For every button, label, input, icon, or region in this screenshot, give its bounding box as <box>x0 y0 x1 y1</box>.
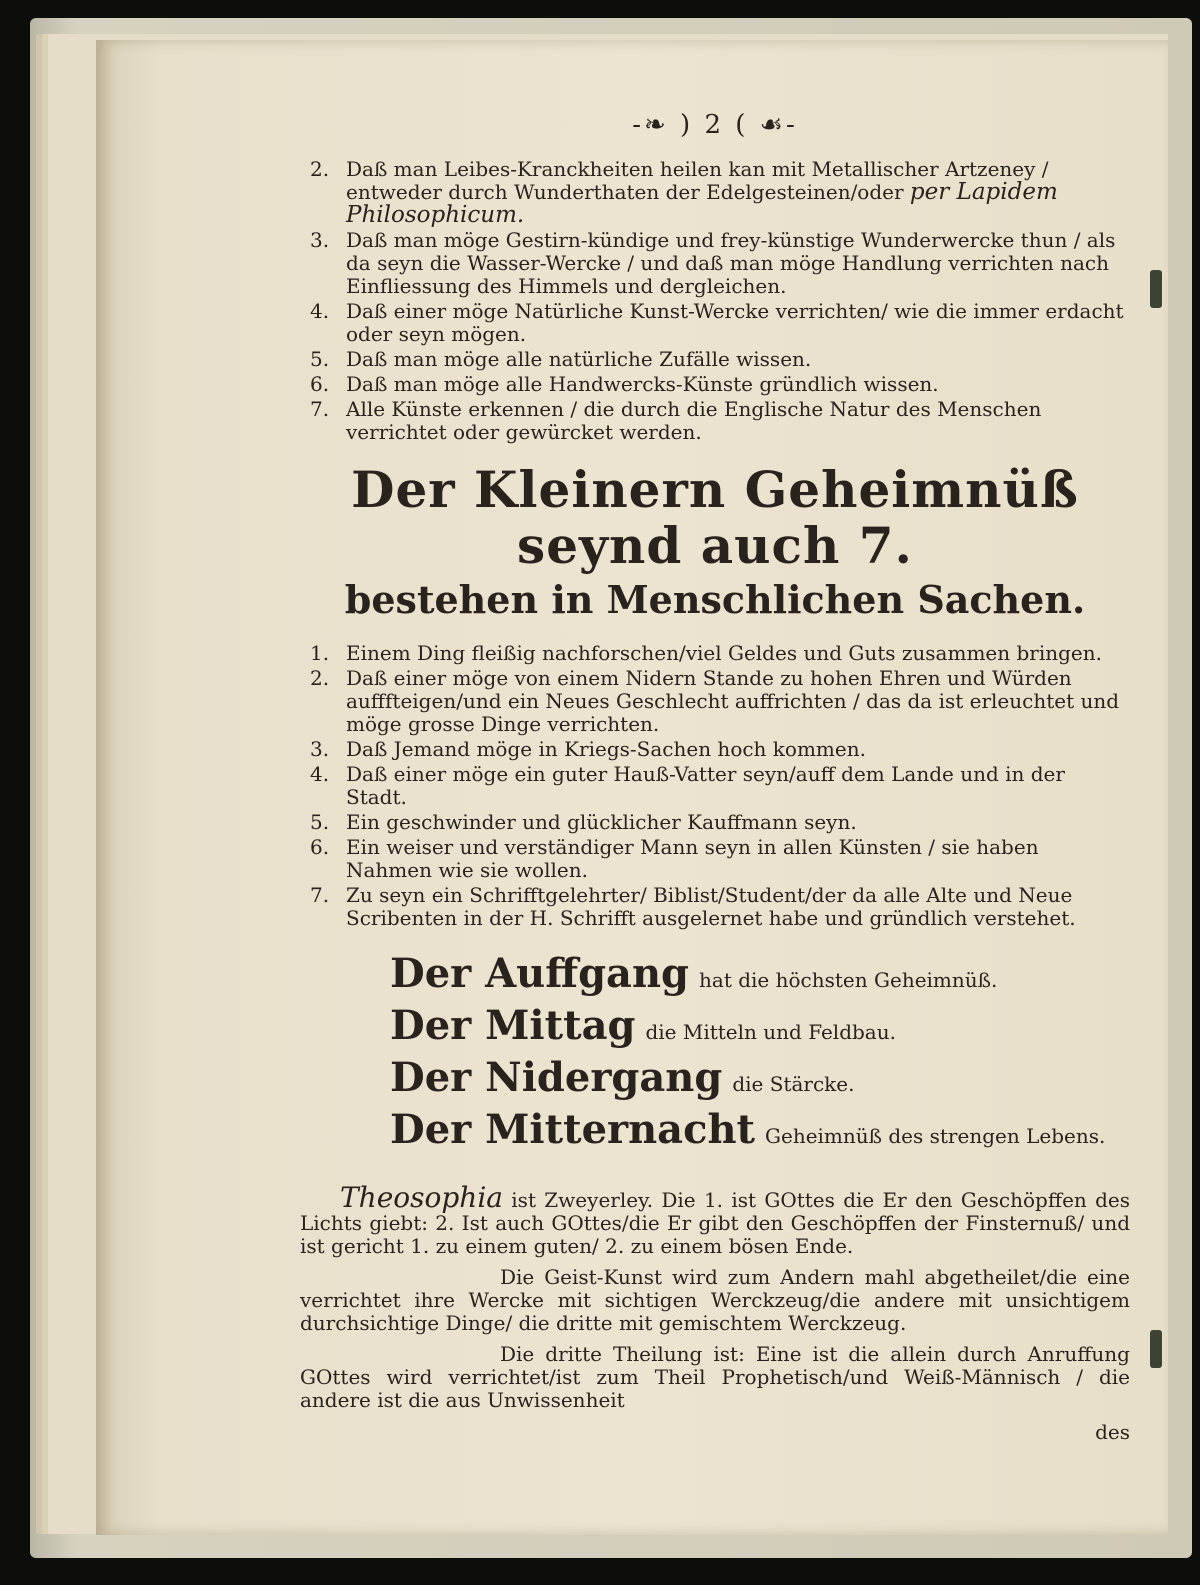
item-number: 4. <box>310 299 330 323</box>
item-number: 6. <box>310 835 330 859</box>
direction-meaning: hat die höchsten Geheimnüß. <box>699 968 998 992</box>
item-text: Ein geschwinder und glücklicher Kauffmann seyn. <box>346 810 857 834</box>
item-text: Daß man möge alle natürliche Zufälle wissen. <box>346 347 812 371</box>
item-number: 2. <box>310 157 330 181</box>
catchword: des <box>1095 1420 1130 1444</box>
item-number: 7. <box>310 883 330 907</box>
list-item <box>300 811 1130 834</box>
binding-tie <box>1150 270 1162 308</box>
item-text: Ein weiser und verständiger Mann seyn in allen Künsten / sie haben Nahmen wie sie wollen. <box>346 835 1039 882</box>
item-text: Daß einer möge von einem Nidern Stande zu hohen Ehren und Würden aufffteigen/und ein Neues Geschlecht auffrichten / das da ist erleuchtet und möge grosse Dinge verrichten. <box>346 666 1120 736</box>
item-text: Daß Jemand möge in Kriegs-Sachen hoch kommen. <box>346 737 866 761</box>
list-item <box>300 348 1130 371</box>
binding-tie <box>1150 1330 1162 1368</box>
theosophia-paragraph <box>300 1181 1130 1258</box>
cardinal-directions <box>390 952 1130 1160</box>
paragraph-text: ist Zweyerley. Die 1. ist GOttes die Er den Geschöpffen des Lichts giebt: 2. Ist auch GOttes/die Er gibt den Geschöpffen der Finsternuß/ und ist gericht 1. zu einem guten/ 2. zu einem bösen Ende. <box>300 1188 1130 1258</box>
list-item <box>300 229 1130 298</box>
item-number: 5. <box>310 347 330 371</box>
item-text: Daß man möge alle Handwercks-Künste gründlich wissen. <box>346 372 939 396</box>
direction-line <box>390 1056 1130 1108</box>
item-number: 1. <box>310 641 330 665</box>
latin-phrase: per Lapidem Philosophicum. <box>346 179 1058 228</box>
list-item <box>300 373 1130 396</box>
direction-line <box>390 1004 1130 1056</box>
item-text: Daß einer möge Natürliche Kunst-Wercke verrichten/ wie die immer erdacht oder seyn mögen. <box>346 299 1124 346</box>
page-text <box>300 110 1130 1444</box>
item-text: Zu seyn ein Schrifftgelehrter/ Biblist/Student/der da alle Alte und Neue Scribenten in der H. Schrifft ausgelernet habe und gründlich verstehet. <box>346 883 1076 930</box>
direction-meaning: die Mitteln und Feldbau. <box>645 1020 896 1044</box>
list-item <box>300 300 1130 346</box>
direction-meaning: die Stärcke. <box>732 1072 855 1096</box>
item-number: 4. <box>310 762 330 786</box>
item-number: 2. <box>310 666 330 690</box>
list-item <box>300 642 1130 665</box>
direction-name: Der Nidergang <box>390 1054 723 1101</box>
section-subheadline: bestehen in Menschlichen Sachen. <box>344 577 1086 622</box>
item-text: Daß einer möge ein guter Hauß-Vatter seyn/auff dem Lande und in der Stadt. <box>346 762 1065 809</box>
direction-line <box>390 952 1130 1004</box>
greater-mysteries-list <box>300 158 1130 444</box>
direction-name: Der Mitternacht <box>390 1106 755 1153</box>
item-number: 6. <box>310 372 330 396</box>
list-item <box>300 667 1130 736</box>
list-item <box>300 158 1130 227</box>
direction-line <box>390 1108 1130 1160</box>
item-text: Daß man möge Gestirn-kündige und frey-künstige Wunderwercke thun / als da seyn die Wasser-Wercke / und daß man möge Handlung verrichten nach Einfliessung des Himmels und dergleichen. <box>346 228 1116 298</box>
direction-name: Der Auffgang <box>390 950 690 997</box>
lesser-mysteries-list <box>300 642 1130 930</box>
item-text: Alle Künste erkennen / die durch die Englische Natur des Menschen verrichtet oder gewürcket werden. <box>346 397 1042 444</box>
third-division-paragraph: Die dritte Theilung ist: Eine ist die allein durch Anruffung GOttes wird verrichtet/ist zum Theil Prophetisch/und Weiß-Männisch / die andere ist die aus Unwissenheit <box>300 1342 1130 1412</box>
item-number: 3. <box>310 228 330 252</box>
item-number: 3. <box>310 737 330 761</box>
list-item <box>300 884 1130 930</box>
item-text: Daß man Leibes-Kranckheiten heilen kan mit Metallischer Artzeney / entweder durch Wunderthaten der Edelgesteinen/oder <box>346 157 1049 204</box>
item-number: 7. <box>310 397 330 421</box>
theosophia-term: Theosophia <box>340 1181 503 1214</box>
direction-name: Der Mittag <box>390 1002 636 1049</box>
list-item <box>300 398 1130 444</box>
direction-meaning: Geheimnüß des strengen Lebens. <box>765 1124 1106 1148</box>
section-headline: Der Kleinern Geheimnüß seynd auch 7. <box>351 460 1079 575</box>
list-item <box>300 738 1130 761</box>
list-item <box>300 836 1130 882</box>
item-number: 5. <box>310 810 330 834</box>
item-text: Einem Ding fleißig nachforschen/viel Geldes und Guts zusammen bringen. <box>346 641 1103 665</box>
spirit-art-paragraph: Die Geist-Kunst wird zum Andern mahl abgetheilet/die eine verrichtet ihre Wercke mit sichtigen Werckzeug/die andere mit unsichtigem durchsichtige Dinge/ die dritte mit gemischtem Werckzeug. <box>300 1265 1130 1335</box>
page-header: -❧ ) 2 ( ☙- <box>632 110 798 140</box>
list-item <box>300 763 1130 809</box>
